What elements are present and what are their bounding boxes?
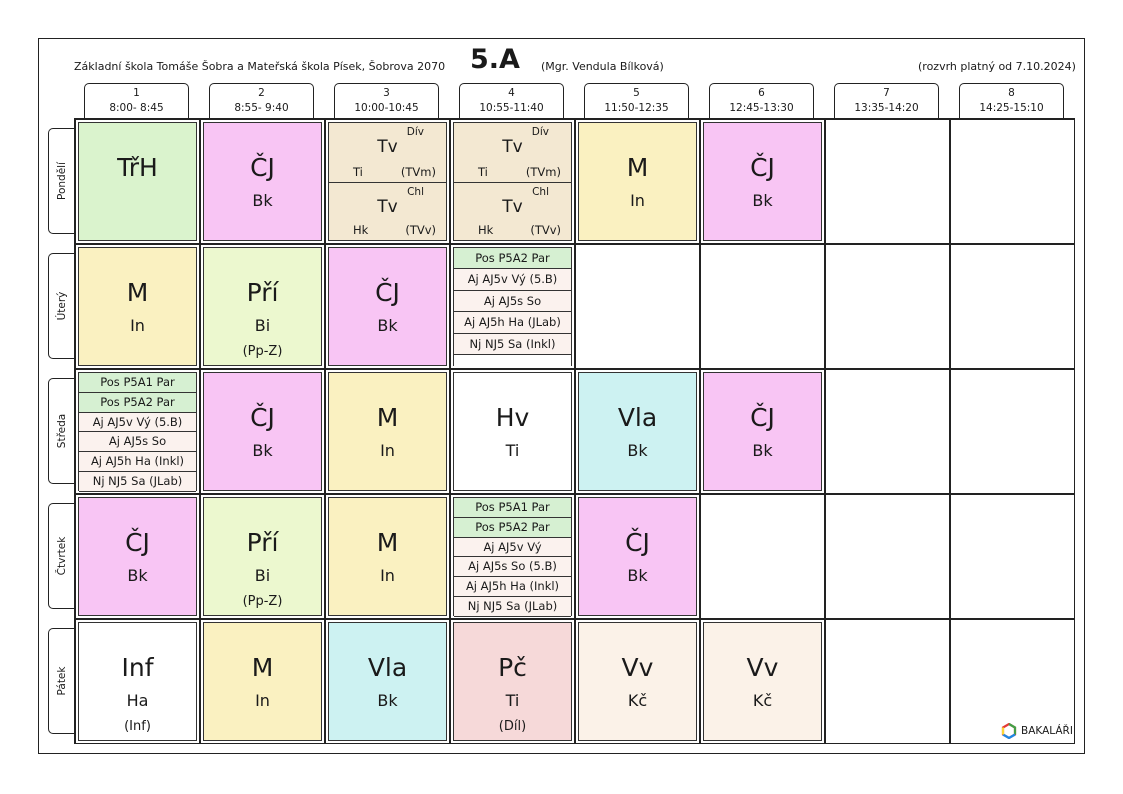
lesson-subject: TřH — [117, 153, 158, 182]
group-lesson: Aj AJ5s So — [79, 432, 196, 452]
timetable-slot — [325, 119, 450, 244]
lesson-subject: Pří — [246, 278, 279, 307]
day-label: Středa — [55, 413, 68, 449]
group-lesson: Aj AJ5v Vý (5.B) — [79, 413, 196, 433]
period-header — [209, 83, 314, 118]
period-number: 5 — [633, 87, 640, 99]
timetable-slot — [325, 619, 450, 744]
timetable-slot — [75, 494, 200, 619]
lesson-teacher: Bk — [252, 441, 273, 460]
period-header — [334, 83, 439, 118]
lesson-teacher: Bk — [627, 441, 648, 460]
lesson-subject: Tv — [377, 137, 398, 157]
lesson-card — [703, 622, 822, 741]
day-label: Pátek — [55, 666, 68, 696]
day-label: Pondělí — [55, 162, 68, 200]
timetable-slot — [325, 494, 450, 619]
lesson-subject: M — [376, 403, 399, 432]
timetable-slot — [200, 619, 325, 744]
timetable-slot — [450, 494, 575, 619]
period-number: 2 — [258, 87, 265, 99]
lesson-teacher: Hk — [353, 223, 369, 237]
timetable-slot — [825, 494, 950, 619]
lesson-subject: ČJ — [250, 403, 275, 432]
lesson-card — [78, 247, 197, 366]
timetable-slot — [200, 119, 325, 244]
timetable-slot — [700, 369, 825, 494]
lesson-card — [328, 247, 447, 366]
period-number: 1 — [133, 87, 140, 99]
group-lesson: Nj NJ5 Sa (Inkl) — [454, 334, 571, 355]
group-lesson: Pos P5A1 Par — [454, 498, 571, 518]
timetable-slot — [75, 369, 200, 494]
lesson-room: (Díl) — [498, 719, 527, 734]
period-header — [834, 83, 939, 118]
period-time: 8:55- 9:40 — [234, 102, 289, 114]
group-lesson: Aj AJ5v Vý — [454, 538, 571, 558]
lesson-subject: ČJ — [625, 528, 650, 557]
group-lesson: Pos P5A2 Par — [454, 248, 571, 269]
period-number: 8 — [1008, 87, 1015, 99]
lesson-teacher: Bk — [377, 316, 398, 335]
timetable-slot — [700, 494, 825, 619]
timetable-slot — [700, 244, 825, 369]
lesson-subject: Inf — [121, 653, 154, 682]
group-lesson: Pos P5A2 Par — [79, 393, 196, 413]
lesson-subject: ČJ — [750, 153, 775, 182]
lesson-room: (Pp-Z) — [242, 344, 283, 359]
period-number: 7 — [883, 87, 890, 99]
timetable-slot — [825, 119, 950, 244]
group-lesson: Pos P5A1 Par — [79, 373, 196, 393]
lesson-subject: Tv — [377, 196, 398, 217]
lesson-subject: ČJ — [125, 528, 150, 557]
lesson-room: (TVm) — [525, 164, 561, 179]
period-time: 8:00- 8:45 — [109, 102, 164, 114]
lesson-teacher: In — [380, 566, 395, 585]
lesson-subject: M — [376, 528, 399, 557]
period-time: 14:25-15:10 — [979, 102, 1044, 114]
lesson-card — [578, 122, 697, 241]
day-header — [48, 628, 74, 734]
period-header — [84, 83, 189, 118]
group-lesson: Aj AJ5h Ha (Inkl) — [454, 577, 571, 597]
timetable-slot — [950, 119, 1075, 244]
timetable-slot — [75, 619, 200, 744]
group-lesson-card — [453, 247, 572, 366]
lesson-subject: Vla — [367, 653, 408, 682]
group-lesson: Aj AJ5s So — [454, 291, 571, 312]
day-label: Čtvrtek — [55, 536, 68, 576]
lesson-card — [578, 372, 697, 491]
lesson-teacher: Ti — [505, 441, 520, 460]
lesson-teacher: In — [255, 691, 270, 710]
valid-from: (rozvrh platný od 7.10.2024) — [918, 60, 1076, 73]
lesson-subject: Pč — [498, 653, 527, 682]
group-lesson-card — [453, 497, 572, 616]
timetable-slot — [575, 369, 700, 494]
lesson-teacher: Ti — [353, 164, 363, 179]
lesson-teacher: Kč — [627, 691, 648, 710]
lesson-card — [578, 622, 697, 741]
lesson-card — [203, 122, 322, 241]
lesson-card — [78, 497, 197, 616]
group-lesson: Nj NJ5 Sa (JLab) — [79, 472, 196, 492]
lesson-card — [328, 497, 447, 616]
lesson-teacher: Ha — [126, 691, 149, 710]
lesson-teacher: Kč — [752, 691, 773, 710]
lesson-teacher: Ti — [478, 164, 488, 179]
timetable-slot — [75, 244, 200, 369]
lesson-room: (TVm) — [400, 164, 436, 179]
timetable-slot — [450, 119, 575, 244]
period-number: 3 — [383, 87, 390, 99]
timetable-slot — [575, 119, 700, 244]
timetable-slot — [950, 244, 1075, 369]
class-title: 5.A — [470, 44, 520, 75]
timetable-slot — [825, 244, 950, 369]
timetable-slot — [200, 494, 325, 619]
lesson-teacher: In — [630, 191, 645, 210]
lesson-subject: Vv — [621, 653, 654, 682]
lesson-card — [453, 372, 572, 491]
lesson-subject: ČJ — [250, 153, 275, 182]
lesson-subject: Hv — [495, 403, 530, 432]
lesson-card — [703, 372, 822, 491]
lesson-group: Dív — [531, 126, 549, 138]
lesson-part — [454, 182, 571, 241]
group-lesson: Aj AJ5s So (5.B) — [454, 557, 571, 577]
lesson-subject: Vv — [746, 653, 779, 682]
lesson-subject: ČJ — [750, 403, 775, 432]
day-header — [48, 128, 74, 234]
day-header — [48, 253, 74, 359]
timetable-slot — [575, 494, 700, 619]
lesson-teacher: In — [380, 441, 395, 460]
lesson-subject: Vla — [617, 403, 658, 432]
lesson-room: (TVv) — [405, 223, 436, 237]
period-number: 4 — [508, 87, 515, 99]
lesson-part — [454, 123, 571, 182]
lesson-card — [78, 122, 197, 241]
timetable-slot — [825, 369, 950, 494]
lesson-card — [328, 622, 447, 741]
lesson-card — [203, 372, 322, 491]
lesson-subject: M — [251, 653, 274, 682]
timetable-slot — [75, 119, 200, 244]
lesson-teacher: Bi — [254, 566, 271, 585]
lesson-teacher: Bk — [252, 191, 273, 210]
lesson-part — [329, 123, 446, 182]
lesson-card — [203, 497, 322, 616]
lesson-subject: M — [126, 278, 149, 307]
school-name: Základní škola Tomáše Šobra a Mateřská škola Písek, Šobrova 2070 — [74, 60, 446, 73]
lesson-room: (Pp-Z) — [242, 594, 283, 609]
period-time: 13:35-14:20 — [854, 102, 919, 114]
timetable-slot — [825, 619, 950, 744]
group-lesson: Aj AJ5v Vý (5.B) — [454, 269, 571, 290]
lesson-subject: Pří — [246, 528, 279, 557]
timetable-slot — [200, 369, 325, 494]
lesson-room: (TVv) — [530, 223, 561, 237]
group-lesson: Nj NJ5 Sa (JLab) — [454, 597, 571, 617]
timetable-slot — [950, 369, 1075, 494]
timetable-slot — [575, 619, 700, 744]
timetable-slot — [200, 244, 325, 369]
timetable-slot — [950, 494, 1075, 619]
logo-text: BAKALÁŘI — [1021, 725, 1073, 737]
lesson-teacher: Hk — [478, 223, 494, 237]
day-header — [48, 503, 74, 609]
group-lesson: Pos P5A2 Par — [454, 518, 571, 538]
split-lesson-card — [453, 122, 572, 241]
lesson-card — [578, 497, 697, 616]
period-time: 10:55-11:40 — [479, 102, 544, 114]
period-header — [959, 83, 1064, 118]
lesson-card — [203, 247, 322, 366]
lesson-teacher: Bk — [627, 566, 648, 585]
period-header — [584, 83, 689, 118]
period-time: 12:45-13:30 — [729, 102, 794, 114]
lesson-card — [703, 122, 822, 241]
timetable-slot — [325, 244, 450, 369]
lesson-subject: Tv — [502, 137, 523, 157]
bakalari-logo-icon — [1001, 723, 1017, 739]
lesson-teacher: Bi — [254, 316, 271, 335]
period-number: 6 — [758, 87, 765, 99]
timetable-slot — [450, 619, 575, 744]
period-time: 11:50-12:35 — [604, 102, 669, 114]
timetable-grid — [74, 118, 1075, 744]
lesson-card — [203, 622, 322, 741]
lesson-subject: Tv — [502, 196, 523, 217]
lesson-card — [453, 622, 572, 741]
timetable-slot — [325, 369, 450, 494]
lesson-teacher: In — [130, 316, 145, 335]
timetable-slot — [450, 244, 575, 369]
timetable-slot — [700, 619, 825, 744]
group-lesson-card — [78, 372, 197, 491]
group-lesson: Aj AJ5h Ha (Inkl) — [79, 452, 196, 472]
timetable-slot — [450, 369, 575, 494]
lesson-subject: ČJ — [375, 278, 400, 307]
period-header — [459, 83, 564, 118]
lesson-room: (Inf) — [124, 719, 151, 734]
lesson-card — [78, 622, 197, 741]
lesson-card — [328, 372, 447, 491]
lesson-group: Chl — [407, 185, 424, 198]
period-time: 10:00-10:45 — [354, 102, 419, 114]
day-label: Úterý — [55, 291, 68, 321]
lesson-subject: M — [626, 153, 649, 182]
lesson-group: Chl — [532, 185, 549, 198]
bakalari-logo — [1001, 723, 1073, 739]
timetable-slot — [700, 119, 825, 244]
period-header — [709, 83, 814, 118]
lesson-teacher: Bk — [127, 566, 148, 585]
group-lesson: Aj AJ5h Ha (JLab) — [454, 312, 571, 333]
day-header — [48, 378, 74, 484]
lesson-group: Dív — [406, 126, 424, 138]
lesson-teacher: Bk — [377, 691, 398, 710]
lesson-part — [329, 182, 446, 241]
lesson-teacher: Ti — [505, 691, 520, 710]
lesson-teacher: Bk — [752, 191, 773, 210]
class-teacher: (Mgr. Vendula Bílková) — [541, 60, 664, 73]
split-lesson-card — [328, 122, 447, 241]
timetable-slot — [575, 244, 700, 369]
lesson-teacher: Bk — [752, 441, 773, 460]
